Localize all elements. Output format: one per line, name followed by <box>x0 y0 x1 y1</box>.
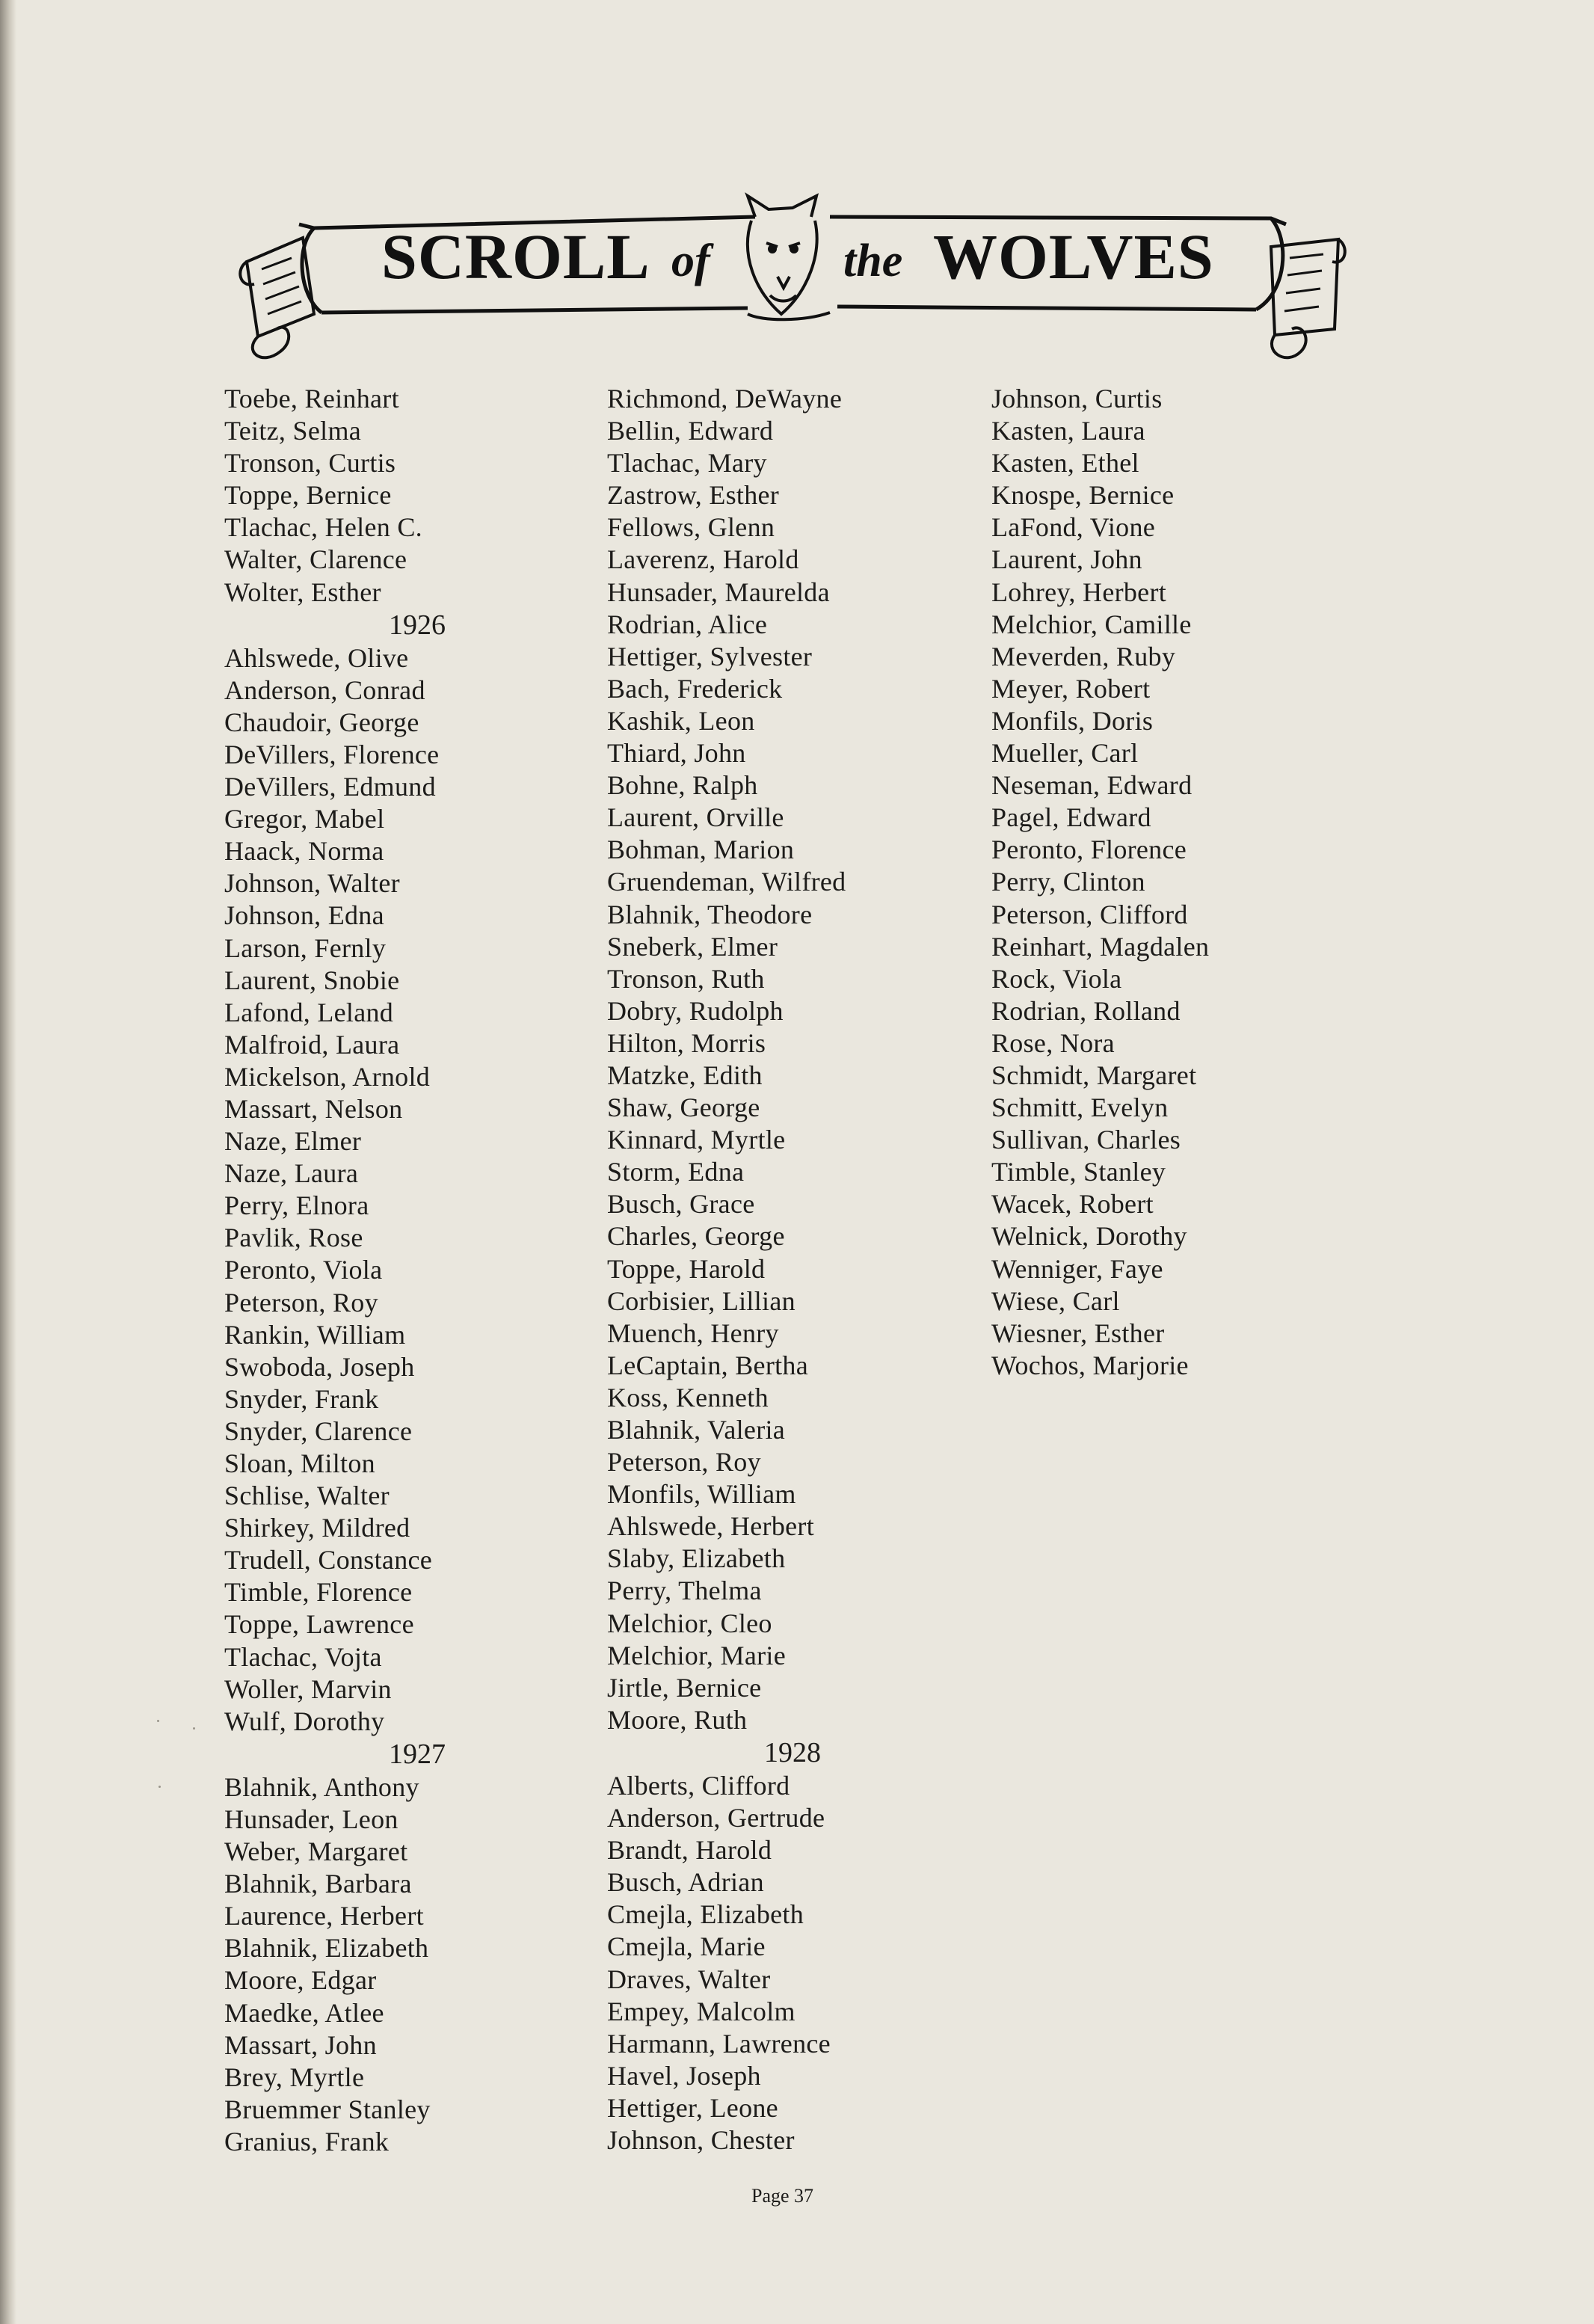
roster-name-entry: Chaudoir, George <box>224 707 419 737</box>
roster-name-entry: Rose, Nora <box>991 1027 1115 1058</box>
scroll-banner-icon <box>0 0 1594 389</box>
roster-name-entry: Schmitt, Evelyn <box>991 1092 1169 1123</box>
roster-name-entry: Corbisier, Lillian <box>607 1285 796 1316</box>
roster-name-entry: Blahnik, Barbara <box>224 1869 412 1899</box>
roster-name-entry: Cmejla, Elizabeth <box>607 1899 804 1930</box>
name-column-2 <box>607 383 981 2157</box>
roster-name-entry: Havel, Joseph <box>607 2060 761 2091</box>
roster-name-entry: Harmann, Lawrence <box>607 2028 831 2059</box>
roster-name-entry: Laverenz, Harold <box>607 544 799 575</box>
roster-name-entry: Gregor, Mabel <box>224 804 385 834</box>
roster-name-entry: Koss, Kenneth <box>607 1382 769 1412</box>
roster-name-entry: Melchior, Cleo <box>607 1608 772 1638</box>
class-year-heading: 1927 <box>389 1738 446 1770</box>
roster-name-entry: Reinhart, Magdalen <box>991 931 1210 962</box>
roster-name-entry: Wacek, Robert <box>991 1189 1154 1220</box>
roster-name-entry: Moore, Ruth <box>607 1704 748 1735</box>
scroll-banner-header <box>0 0 1594 389</box>
roster-name-entry: Wulf, Dorothy <box>224 1706 385 1736</box>
roster-name-entry: Monfils, William <box>607 1479 796 1510</box>
roster-name-entry: Walter, Clarence <box>224 544 407 575</box>
roster-name-entry: Malfroid, Laura <box>224 1029 400 1060</box>
title-wolves-word: WOLVES <box>933 221 1214 292</box>
roster-name-entry: Toppe, Bernice <box>224 480 392 511</box>
roster-name-entry: Welnick, Dorothy <box>991 1221 1187 1252</box>
name-column-1 <box>224 383 598 2158</box>
class-year-heading: 1928 <box>764 1736 821 1768</box>
roster-name-entry: Ahlswede, Olive <box>224 642 409 673</box>
roster-name-entry: Laurent, Snobie <box>224 965 400 995</box>
roster-name-entry: Schlise, Walter <box>224 1481 390 1511</box>
roster-name-entry: Blahnik, Elizabeth <box>224 1933 429 1964</box>
roster-name-entry: Richmond, DeWayne <box>607 384 843 414</box>
roster-name-entry: Alberts, Clifford <box>607 1770 790 1801</box>
roster-name-entry: Timble, Stanley <box>991 1157 1166 1187</box>
roster-name-entry: Tronson, Curtis <box>224 448 396 479</box>
roster-name-entry: Swoboda, Joseph <box>224 1351 415 1382</box>
roster-name-entry: Snyder, Frank <box>224 1383 379 1414</box>
roster-name-entry: Wolter, Esther <box>224 577 381 607</box>
roster-name-entry: Kasten, Ethel <box>991 448 1139 479</box>
roster-name-entry: Brandt, Harold <box>607 1835 772 1866</box>
roster-name-entry: Hilton, Morris <box>607 1027 766 1058</box>
roster-name-entry: DeVillers, Edmund <box>224 772 436 802</box>
roster-name-entry: Blahnik, Anthony <box>224 1771 419 1802</box>
roster-name-entry: Cmejla, Marie <box>607 1931 766 1962</box>
roster-name-entry: Matzke, Edith <box>607 1060 763 1090</box>
roster-name-entry: Fellows, Glenn <box>607 512 775 543</box>
roster-name-entry: Melchior, Camille <box>991 609 1192 639</box>
roster-name-entry: Johnson, Edna <box>224 900 384 931</box>
roster-name-entry: Meyer, Robert <box>991 673 1151 704</box>
roster-name-entry: Wiese, Carl <box>991 1285 1120 1316</box>
roster-name-entry: Anderson, Conrad <box>224 674 425 705</box>
roster-name-entry: Johnson, Curtis <box>991 384 1163 414</box>
paper-speck <box>193 1727 195 1730</box>
roster-name-entry: Toppe, Lawrence <box>224 1609 414 1640</box>
roster-name-entry: Bruemmer Stanley <box>224 2094 431 2124</box>
roster-name-entry: Schmidt, Margaret <box>991 1060 1197 1090</box>
roster-name-entry: Laurence, Herbert <box>224 1901 424 1931</box>
roster-name-entry: Bellin, Edward <box>607 416 774 446</box>
roster-name-entry: Wochos, Marjorie <box>991 1350 1189 1380</box>
roster-name-entry: Timble, Florence <box>224 1577 413 1608</box>
wolf-head-icon <box>748 196 830 319</box>
roster-name-entry: Pavlik, Rose <box>224 1223 363 1253</box>
roster-name-entry: LaFond, Vione <box>991 512 1156 543</box>
roster-name-entry: Hunsader, Maurelda <box>607 577 830 607</box>
roster-name-entry: Shaw, George <box>607 1092 760 1123</box>
roster-name-entry: DeVillers, Florence <box>224 739 440 769</box>
roster-name-entry: Kinnard, Myrtle <box>607 1125 786 1155</box>
roster-name-entry: Draves, Walter <box>607 1964 771 1994</box>
roster-name-entry: Rodrian, Rolland <box>991 995 1181 1026</box>
roster-name-entry: Gruendeman, Wilfred <box>607 867 846 897</box>
paper-speck <box>157 1720 159 1722</box>
roster-name-entry: Laurent, Orville <box>607 802 784 833</box>
roster-name-entry: Brey, Myrtle <box>224 2062 365 2092</box>
title-scroll-word: SCROLL <box>381 221 650 292</box>
roster-name-entry: Johnson, Chester <box>607 2124 795 2155</box>
roster-name-entry: Thiard, John <box>607 738 746 769</box>
roster-name-entry: Meverden, Ruby <box>991 641 1176 671</box>
roster-name-entry: Rock, Viola <box>991 963 1122 994</box>
roster-name-entry: Perry, Clinton <box>991 867 1145 897</box>
roster-name-entry: Sneberk, Elmer <box>607 931 778 962</box>
roster-name-entry: Hettiger, Leone <box>607 2092 778 2123</box>
roster-name-entry: Johnson, Walter <box>224 868 400 899</box>
roster-name-entry: Busch, Grace <box>607 1189 755 1220</box>
roster-name-entry: Jirtle, Bernice <box>607 1672 762 1703</box>
roster-name-entry: Rankin, William <box>224 1319 406 1350</box>
roster-name-entry: Blahnik, Theodore <box>607 899 813 929</box>
roster-name-entry: Granius, Frank <box>224 2126 390 2157</box>
roster-name-entry: Hettiger, Sylvester <box>607 641 813 671</box>
roster-name-entry: Peterson, Roy <box>224 1287 378 1318</box>
roster-name-entry: Larson, Fernly <box>224 932 387 963</box>
roster-name-entry: Storm, Edna <box>607 1157 745 1187</box>
roster-name-entry: Weber, Margaret <box>224 1836 408 1867</box>
roster-name-entry: Blahnik, Valeria <box>607 1415 786 1445</box>
roster-name-entry: Naze, Elmer <box>224 1126 362 1157</box>
roster-name-entry: Perry, Thelma <box>607 1576 762 1606</box>
roster-name-entry: Trudell, Constance <box>224 1545 433 1576</box>
roster-name-entry: Peronto, Florence <box>991 834 1187 865</box>
roster-name-entry: Toppe, Harold <box>607 1253 766 1284</box>
roster-name-entry: Snyder, Clarence <box>224 1415 413 1446</box>
roster-name-entry: Tlachac, Helen C. <box>224 512 422 543</box>
roster-name-entry: Pagel, Edward <box>991 802 1151 833</box>
roster-name-entry: Ahlswede, Herbert <box>607 1511 814 1542</box>
roster-name-entry: Bohne, Ralph <box>607 770 758 801</box>
roster-name-entry: Muench, Henry <box>607 1318 779 1348</box>
roster-name-entry: Wenniger, Faye <box>991 1253 1163 1284</box>
roster-name-entry: Zastrow, Esther <box>607 480 780 511</box>
roster-name-entry: Bach, Frederick <box>607 673 783 704</box>
title-of-word: of <box>671 236 710 286</box>
roster-name-entry: Tlachac, Mary <box>607 448 767 479</box>
roster-name-entry: Massart, Nelson <box>224 1093 403 1124</box>
roster-name-entry: Mickelson, Arnold <box>224 1061 431 1092</box>
roster-name-entry: Knospe, Bernice <box>991 480 1175 511</box>
roster-name-entry: Tronson, Ruth <box>607 963 765 994</box>
title-the-word: the <box>843 236 903 286</box>
roster-name-entry: Empey, Malcolm <box>607 1996 796 2026</box>
roster-name-entry: Slaby, Elizabeth <box>607 1543 786 1574</box>
roster-name-entry: Laurent, John <box>991 544 1142 575</box>
roster-name-entry: Rodrian, Alice <box>607 609 768 639</box>
roster-name-entry: Neseman, Edward <box>991 770 1193 801</box>
page-number: Page 37 <box>751 2185 814 2207</box>
roster-name-entry: Kasten, Laura <box>991 416 1145 446</box>
roster-name-entry: Bohman, Marion <box>607 834 795 865</box>
roster-name-entry: Sloan, Milton <box>224 1448 375 1478</box>
roster-name-entry: Lohrey, Herbert <box>991 577 1167 607</box>
roster-name-entry: Hunsader, Leon <box>224 1804 398 1834</box>
roster-name-entry: Peronto, Viola <box>224 1255 383 1285</box>
roster-name-entry: Monfils, Doris <box>991 705 1154 736</box>
roster-name-entry: Naze, Laura <box>224 1158 359 1189</box>
roster-name-entry: Charles, George <box>607 1221 785 1252</box>
roster-name-entry: Woller, Marvin <box>224 1673 392 1704</box>
roster-name-entry: Peterson, Roy <box>607 1447 761 1478</box>
roster-name-entry: Peterson, Clifford <box>991 899 1188 929</box>
roster-name-entry: Massart, John <box>224 2029 377 2060</box>
roster-name-entry: Perry, Elnora <box>224 1190 369 1221</box>
roster-name-entry: Lafond, Leland <box>224 997 394 1027</box>
roster-name-entry: Kashik, Leon <box>607 705 755 736</box>
roster-name-entry: Mueller, Carl <box>991 738 1139 769</box>
roster-name-entry: Dobry, Rudolph <box>607 995 784 1026</box>
roster-name-entry: Busch, Adrian <box>607 1867 764 1898</box>
name-column-3 <box>991 383 1365 1382</box>
roster-name-entry: Melchior, Marie <box>607 1640 786 1670</box>
paper-speck <box>159 1786 161 1788</box>
roster-name-entry: Haack, Norma <box>224 836 384 867</box>
roster-name-entry: Tlachac, Vojta <box>224 1641 382 1672</box>
roster-name-entry: Teitz, Selma <box>224 416 362 446</box>
roster-name-entry: Sullivan, Charles <box>991 1125 1181 1155</box>
roster-name-entry: Anderson, Gertrude <box>607 1803 825 1833</box>
roster-name-entry: LeCaptain, Bertha <box>607 1350 809 1380</box>
roster-name-entry: Shirkey, Mildred <box>224 1513 410 1543</box>
roster-name-entry: Maedke, Atlee <box>224 1997 384 2028</box>
roster-name-entry: Toebe, Reinhart <box>224 384 399 414</box>
roster-name-entry: Wiesner, Esther <box>991 1318 1165 1348</box>
class-year-heading: 1926 <box>389 609 446 641</box>
roster-name-entry: Moore, Edgar <box>224 1965 377 1996</box>
